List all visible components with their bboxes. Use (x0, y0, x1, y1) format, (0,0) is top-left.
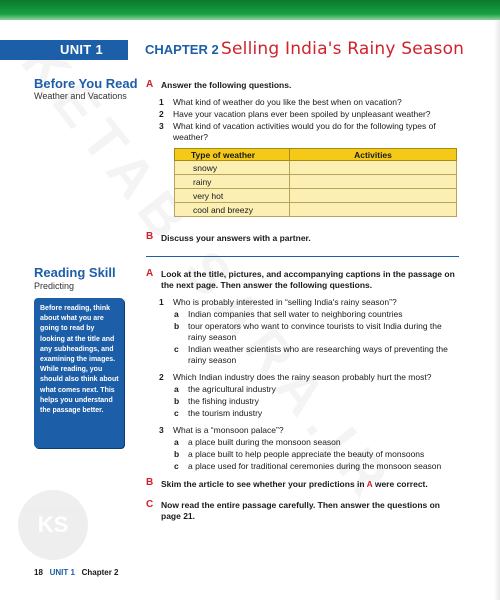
table-row (175, 161, 457, 175)
table-row (175, 175, 457, 189)
option-letter: b (174, 321, 180, 331)
option-text: a place used for traditional ceremonies during the monsoon season (188, 461, 442, 471)
question-text: What is a “monsoon palace”? (173, 425, 284, 435)
instruction-text: Skim the article to see whether your predictions in (161, 479, 367, 489)
watermark-stamp (18, 490, 88, 560)
section-b-instruction (161, 479, 461, 490)
option-letter: a (174, 437, 179, 447)
section-a-instruction: Answer the following questions. (161, 80, 292, 90)
page-number: 18 (34, 568, 43, 577)
question-number: 1 (159, 297, 164, 307)
weather-cell: cool and breezy (175, 203, 290, 217)
option-text: the agricultural industry (188, 384, 276, 394)
question-text: Which Indian industry does the rainy season probably hurt the most? (173, 372, 432, 382)
page-edge-shadow (494, 20, 500, 600)
table-row (175, 189, 457, 203)
stamp-letters: KS (37, 512, 69, 537)
option-letter: a (174, 309, 179, 319)
weather-cell: very hot (175, 189, 290, 203)
tip-text: Before reading, think about what you are going to read by looking at the title and any subheadings, and examining the images. While reading, you should also think about what comes next. This helps you understand the passage better. (40, 305, 119, 415)
table-header-weather: Type of weather (175, 149, 290, 161)
top-color-band (0, 0, 500, 20)
instruction-text: were correct. (372, 479, 428, 489)
section-b-letter: B (146, 231, 154, 242)
option-letter: c (174, 344, 179, 354)
weather-activities-table (174, 148, 457, 217)
page-footer (34, 568, 119, 577)
question-number: 1 (159, 97, 164, 107)
section-reference: A (366, 479, 373, 489)
table-row (175, 203, 457, 217)
option-text: a place built to help people appreciate the beauty of monsoons (188, 449, 425, 459)
chapter-number: CHAPTER 2 (145, 42, 219, 57)
question-text: What kind of weather do you like the best when on vacation? (173, 97, 402, 107)
option-letter: b (174, 396, 180, 406)
unit-label: UNIT 1 (60, 42, 103, 57)
before-you-read-subheading: Weather and Vacations (34, 91, 127, 101)
section-b-letter: B (146, 477, 154, 488)
option-letter: c (174, 408, 179, 418)
option-letter: b (174, 449, 180, 459)
question-number: 3 (159, 425, 164, 435)
footer-chapter: Chapter 2 (81, 568, 119, 577)
option-text: tour operators who want to convince tourists to visit India during the rainy season (188, 321, 442, 342)
activities-cell[interactable] (290, 175, 457, 189)
option-text: the tourism industry (188, 408, 263, 418)
section-c-letter: C (146, 499, 154, 510)
footer-unit: UNIT 1 (49, 568, 75, 577)
section-b-instruction: Discuss your answers with a partner. (161, 233, 311, 243)
section-c-instruction: Now read the entire passage carefully. Then answer the questions on page 21. (161, 500, 440, 521)
question-number: 3 (159, 121, 164, 131)
activities-cell[interactable] (290, 189, 457, 203)
option-text: Indian weather scientists who are researching ways of preventing the rainy season (188, 344, 448, 365)
weather-cell: snowy (175, 161, 290, 175)
question-text: Who is probably interested in “selling India's rainy season”? (173, 297, 397, 307)
reading-skill-subheading: Predicting (34, 281, 75, 291)
chapter-title: Selling India's Rainy Season (221, 39, 465, 59)
section-divider (146, 256, 459, 257)
question-text: Have your vacation plans ever been spoiled by unpleasant weather? (173, 109, 431, 119)
reading-skill-heading: Reading Skill (34, 265, 116, 280)
activities-cell[interactable] (290, 203, 457, 217)
section-a-instruction: Look at the title, pictures, and accompanying captions in the passage on the next page. Then answer the following questions. (161, 269, 455, 290)
option-letter: c (174, 461, 179, 471)
option-text: Indian companies that sell water to neighboring countries (188, 309, 403, 319)
option-letter: a (174, 384, 179, 394)
section-a-letter: A (146, 79, 154, 90)
before-you-read-heading: Before You Read (34, 76, 138, 91)
option-text: a place built during the monsoon season (188, 437, 341, 447)
section-a-letter: A (146, 268, 154, 279)
weather-cell: rainy (175, 175, 290, 189)
question-text: What kind of vacation activities would you do for the following types of weather? (173, 121, 436, 142)
question-number: 2 (159, 372, 164, 382)
question-number: 2 (159, 109, 164, 119)
table-header-activities: Activities (290, 149, 457, 161)
activities-cell[interactable] (290, 161, 457, 175)
option-text: the fishing industry (188, 396, 259, 406)
